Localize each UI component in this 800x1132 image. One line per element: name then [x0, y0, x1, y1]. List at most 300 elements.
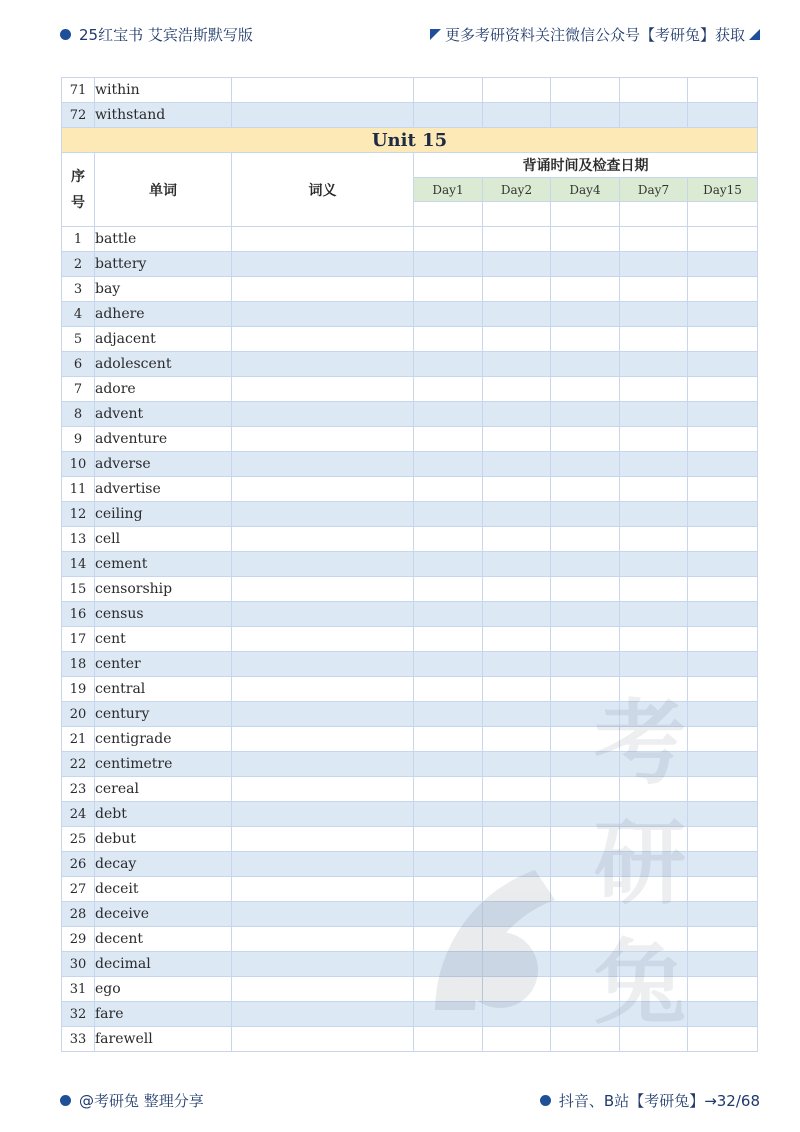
- check-cell[interactable]: [414, 852, 483, 877]
- table-row: [62, 452, 758, 477]
- check-cell[interactable]: [551, 452, 620, 477]
- check-cell[interactable]: [620, 377, 688, 402]
- row-number: 10: [62, 452, 95, 477]
- check-cell[interactable]: [414, 1027, 483, 1052]
- check-cell[interactable]: [620, 78, 688, 103]
- check-cell[interactable]: [483, 302, 551, 327]
- table-row: [62, 377, 758, 402]
- check-cell[interactable]: [688, 677, 758, 702]
- check-cell[interactable]: [620, 877, 688, 902]
- check-cell[interactable]: [414, 527, 483, 552]
- check-cell[interactable]: [483, 352, 551, 377]
- check-cell[interactable]: [551, 277, 620, 302]
- check-cell[interactable]: [551, 977, 620, 1002]
- check-cell[interactable]: [483, 552, 551, 577]
- unit-header: [62, 128, 758, 227]
- word-cell: adhere: [95, 302, 232, 327]
- page-footer: [60, 1088, 760, 1112]
- row-number: 24: [62, 802, 95, 827]
- check-cell[interactable]: [688, 1002, 758, 1027]
- day-header-15: Day15: [688, 178, 758, 202]
- check-cell[interactable]: [551, 602, 620, 627]
- meaning-cell[interactable]: [232, 777, 414, 802]
- check-cell[interactable]: [483, 902, 551, 927]
- vocab-table: [61, 77, 758, 1052]
- check-cell[interactable]: [414, 777, 483, 802]
- check-cell[interactable]: [483, 252, 551, 277]
- row-number: 33: [62, 1027, 95, 1052]
- table-row: [62, 103, 758, 128]
- word-cell: within: [95, 78, 232, 103]
- check-cell[interactable]: [688, 502, 758, 527]
- check-cell[interactable]: [483, 1002, 551, 1027]
- word-cell: decay: [95, 852, 232, 877]
- meaning-cell[interactable]: [232, 477, 414, 502]
- check-cell[interactable]: [620, 927, 688, 952]
- check-cell[interactable]: [414, 502, 483, 527]
- word-cell: cell: [95, 527, 232, 552]
- check-cell[interactable]: [483, 977, 551, 1002]
- row-number: 21: [62, 727, 95, 752]
- check-cell[interactable]: [414, 927, 483, 952]
- footer-credit: @考研兔 整理分享: [79, 1091, 204, 1110]
- check-cell[interactable]: [688, 377, 758, 402]
- check-cell[interactable]: [414, 677, 483, 702]
- check-cell[interactable]: [483, 952, 551, 977]
- check-cell[interactable]: [414, 902, 483, 927]
- check-cell[interactable]: [688, 877, 758, 902]
- check-cell[interactable]: [414, 452, 483, 477]
- check-cell[interactable]: [620, 727, 688, 752]
- check-cell[interactable]: [551, 902, 620, 927]
- date-cell[interactable]: [483, 202, 551, 227]
- check-cell[interactable]: [414, 252, 483, 277]
- check-cell[interactable]: [414, 952, 483, 977]
- check-cell[interactable]: [688, 802, 758, 827]
- table-row: [62, 1027, 758, 1052]
- check-cell[interactable]: [620, 477, 688, 502]
- check-cell[interactable]: [414, 577, 483, 602]
- check-cell[interactable]: [620, 752, 688, 777]
- meaning-header: 词义: [232, 153, 414, 227]
- check-cell[interactable]: [620, 277, 688, 302]
- check-cell[interactable]: [483, 677, 551, 702]
- check-cell[interactable]: [551, 752, 620, 777]
- check-cell[interactable]: [620, 252, 688, 277]
- check-cell[interactable]: [620, 777, 688, 802]
- table-row: [62, 577, 758, 602]
- check-cell[interactable]: [688, 452, 758, 477]
- check-cell[interactable]: [414, 302, 483, 327]
- check-cell[interactable]: [483, 877, 551, 902]
- table-row: [62, 352, 758, 377]
- table-row: [62, 227, 758, 252]
- check-cell[interactable]: [688, 727, 758, 752]
- check-cell[interactable]: [551, 727, 620, 752]
- check-cell[interactable]: [688, 402, 758, 427]
- check-cell[interactable]: [688, 302, 758, 327]
- check-cell[interactable]: [483, 227, 551, 252]
- check-cell[interactable]: [551, 227, 620, 252]
- meaning-cell[interactable]: [232, 902, 414, 927]
- word-cell: deceit: [95, 877, 232, 902]
- check-cell[interactable]: [551, 552, 620, 577]
- check-cell[interactable]: [551, 103, 620, 128]
- check-cell[interactable]: [414, 702, 483, 727]
- seq-header-top: 序: [71, 168, 85, 185]
- word-cell: cent: [95, 627, 232, 652]
- check-cell[interactable]: [551, 477, 620, 502]
- check-cell[interactable]: [620, 977, 688, 1002]
- check-cell[interactable]: [620, 802, 688, 827]
- row-number: 13: [62, 527, 95, 552]
- check-cell[interactable]: [620, 702, 688, 727]
- check-cell[interactable]: [688, 652, 758, 677]
- check-cell[interactable]: [483, 852, 551, 877]
- check-cell[interactable]: [551, 652, 620, 677]
- check-cell[interactable]: [620, 452, 688, 477]
- row-number: 4: [62, 302, 95, 327]
- check-cell[interactable]: [688, 477, 758, 502]
- meaning-cell[interactable]: [232, 627, 414, 652]
- row-number: 8: [62, 402, 95, 427]
- row-number: 18: [62, 652, 95, 677]
- corner-triangle-icon: [749, 29, 760, 40]
- meaning-cell[interactable]: [232, 103, 414, 128]
- word-cell: decimal: [95, 952, 232, 977]
- table-row: [62, 752, 758, 777]
- word-cell: decent: [95, 927, 232, 952]
- check-cell[interactable]: [688, 952, 758, 977]
- check-cell[interactable]: [483, 527, 551, 552]
- check-cell[interactable]: [414, 977, 483, 1002]
- row-number: 22: [62, 752, 95, 777]
- word-cell: ceiling: [95, 502, 232, 527]
- check-cell[interactable]: [688, 927, 758, 952]
- day-header-1: Day1: [414, 178, 483, 202]
- word-cell: center: [95, 652, 232, 677]
- check-cell[interactable]: [551, 702, 620, 727]
- check-cell[interactable]: [414, 477, 483, 502]
- word-cell: ego: [95, 977, 232, 1002]
- watermark-char-3: 兔: [593, 929, 687, 1037]
- row-number: 71: [62, 78, 95, 103]
- meaning-cell[interactable]: [232, 927, 414, 952]
- check-cell[interactable]: [483, 702, 551, 727]
- check-cell[interactable]: [483, 1027, 551, 1052]
- check-cell[interactable]: [688, 902, 758, 927]
- meaning-cell[interactable]: [232, 502, 414, 527]
- meaning-cell[interactable]: [232, 277, 414, 302]
- watermark-char-1: 考: [593, 689, 687, 797]
- meaning-cell[interactable]: [232, 677, 414, 702]
- check-cell[interactable]: [688, 527, 758, 552]
- check-cell[interactable]: [620, 902, 688, 927]
- check-cell[interactable]: [688, 977, 758, 1002]
- meaning-cell[interactable]: [232, 252, 414, 277]
- meaning-cell[interactable]: [232, 552, 414, 577]
- header-left: [60, 24, 253, 45]
- check-cell[interactable]: [483, 802, 551, 827]
- table-row: [62, 827, 758, 852]
- check-cell[interactable]: [551, 78, 620, 103]
- check-cell[interactable]: [688, 577, 758, 602]
- check-cell[interactable]: [688, 777, 758, 802]
- meaning-cell[interactable]: [232, 377, 414, 402]
- check-cell[interactable]: [551, 827, 620, 852]
- check-cell[interactable]: [620, 952, 688, 977]
- header-title: 25红宝书 艾宾浩斯默写版: [79, 25, 253, 44]
- meaning-cell[interactable]: [232, 827, 414, 852]
- check-cell[interactable]: [688, 852, 758, 877]
- meaning-cell[interactable]: [232, 977, 414, 1002]
- check-cell[interactable]: [414, 877, 483, 902]
- meaning-cell[interactable]: [232, 652, 414, 677]
- footer-page-info: 抖音、B站【考研兔】→32/68: [558, 1091, 760, 1110]
- word-cell: fare: [95, 1002, 232, 1027]
- meaning-cell[interactable]: [232, 602, 414, 627]
- bullet-dot-icon: [60, 29, 71, 40]
- table-row: [62, 477, 758, 502]
- check-cell[interactable]: [483, 103, 551, 128]
- check-cell[interactable]: [688, 827, 758, 852]
- check-cell[interactable]: [414, 227, 483, 252]
- check-cell[interactable]: [483, 502, 551, 527]
- column-header-row: [62, 153, 758, 178]
- check-cell[interactable]: [483, 452, 551, 477]
- word-cell: censorship: [95, 577, 232, 602]
- word-cell: cereal: [95, 777, 232, 802]
- check-cell[interactable]: [688, 752, 758, 777]
- check-cell[interactable]: [483, 752, 551, 777]
- check-cell[interactable]: [688, 1027, 758, 1052]
- check-cell[interactable]: [688, 552, 758, 577]
- meaning-cell[interactable]: [232, 727, 414, 752]
- word-cell: centigrade: [95, 727, 232, 752]
- table-row: [62, 952, 758, 977]
- check-cell[interactable]: [688, 427, 758, 452]
- meaning-cell[interactable]: [232, 227, 414, 252]
- check-cell[interactable]: [551, 502, 620, 527]
- meaning-cell[interactable]: [232, 752, 414, 777]
- check-cell[interactable]: [551, 1027, 620, 1052]
- previous-unit-rows: [62, 78, 758, 128]
- check-cell[interactable]: [551, 527, 620, 552]
- meaning-cell[interactable]: [232, 402, 414, 427]
- check-cell[interactable]: [483, 377, 551, 402]
- check-cell[interactable]: [688, 327, 758, 352]
- check-cell[interactable]: [483, 602, 551, 627]
- check-cell[interactable]: [688, 602, 758, 627]
- check-cell[interactable]: [620, 427, 688, 452]
- table-row: [62, 552, 758, 577]
- meaning-cell[interactable]: [232, 1002, 414, 1027]
- table-row: [62, 602, 758, 627]
- meaning-cell[interactable]: [232, 1027, 414, 1052]
- check-cell[interactable]: [620, 402, 688, 427]
- check-cell[interactable]: [551, 927, 620, 952]
- check-cell[interactable]: [414, 78, 483, 103]
- check-cell[interactable]: [414, 427, 483, 452]
- check-cell[interactable]: [414, 802, 483, 827]
- header-right: [430, 24, 760, 45]
- check-cell[interactable]: [620, 577, 688, 602]
- table-row: [62, 402, 758, 427]
- check-cell[interactable]: [551, 252, 620, 277]
- check-cell[interactable]: [620, 302, 688, 327]
- check-cell[interactable]: [551, 877, 620, 902]
- check-cell[interactable]: [414, 827, 483, 852]
- table-row: [62, 78, 758, 103]
- check-cell[interactable]: [620, 502, 688, 527]
- check-cell[interactable]: [483, 277, 551, 302]
- check-cell[interactable]: [620, 602, 688, 627]
- check-cell[interactable]: [551, 577, 620, 602]
- date-cell[interactable]: [688, 202, 758, 227]
- page-header: [60, 22, 760, 46]
- meaning-cell[interactable]: [232, 78, 414, 103]
- meaning-cell[interactable]: [232, 452, 414, 477]
- check-cell[interactable]: [620, 827, 688, 852]
- row-number: 1: [62, 227, 95, 252]
- check-cell[interactable]: [688, 277, 758, 302]
- meaning-cell[interactable]: [232, 302, 414, 327]
- check-cell[interactable]: [688, 252, 758, 277]
- check-cell[interactable]: [620, 1027, 688, 1052]
- row-number: 2: [62, 252, 95, 277]
- table-row: [62, 902, 758, 927]
- check-cell[interactable]: [551, 802, 620, 827]
- table-row: [62, 427, 758, 452]
- check-cell[interactable]: [688, 352, 758, 377]
- check-cell[interactable]: [620, 352, 688, 377]
- check-cell[interactable]: [688, 702, 758, 727]
- check-cell[interactable]: [414, 377, 483, 402]
- row-number: 72: [62, 103, 95, 128]
- check-cell[interactable]: [551, 777, 620, 802]
- check-cell[interactable]: [483, 927, 551, 952]
- row-number: 9: [62, 427, 95, 452]
- row-number: 30: [62, 952, 95, 977]
- check-cell[interactable]: [620, 103, 688, 128]
- check-cell[interactable]: [620, 327, 688, 352]
- check-cell[interactable]: [414, 402, 483, 427]
- check-cell[interactable]: [620, 527, 688, 552]
- check-cell[interactable]: [551, 852, 620, 877]
- check-cell[interactable]: [414, 103, 483, 128]
- check-cell[interactable]: [483, 78, 551, 103]
- check-cell[interactable]: [620, 1002, 688, 1027]
- check-cell[interactable]: [414, 627, 483, 652]
- check-cell[interactable]: [483, 477, 551, 502]
- check-cell[interactable]: [414, 727, 483, 752]
- meaning-cell[interactable]: [232, 802, 414, 827]
- check-cell[interactable]: [551, 377, 620, 402]
- check-cell[interactable]: [551, 402, 620, 427]
- check-cell[interactable]: [483, 777, 551, 802]
- check-cell[interactable]: [551, 627, 620, 652]
- header-promo: 更多考研资料关注微信公众号【考研兔】获取: [444, 25, 745, 44]
- check-cell[interactable]: [688, 103, 758, 128]
- check-cell[interactable]: [483, 327, 551, 352]
- check-cell[interactable]: [483, 427, 551, 452]
- table-row: [62, 627, 758, 652]
- day-header-2: Day2: [483, 178, 551, 202]
- check-cell[interactable]: [551, 1002, 620, 1027]
- row-number: 14: [62, 552, 95, 577]
- check-cell[interactable]: [483, 727, 551, 752]
- table-row: [62, 677, 758, 702]
- word-cell: withstand: [95, 103, 232, 128]
- meaning-cell[interactable]: [232, 852, 414, 877]
- word-header: 单词: [95, 153, 232, 227]
- check-cell[interactable]: [414, 752, 483, 777]
- table-row: [62, 1002, 758, 1027]
- check-cell[interactable]: [551, 327, 620, 352]
- date-cell[interactable]: [414, 202, 483, 227]
- row-number: 15: [62, 577, 95, 602]
- row-number: 7: [62, 377, 95, 402]
- check-cell[interactable]: [620, 677, 688, 702]
- meaning-cell[interactable]: [232, 352, 414, 377]
- check-cell[interactable]: [551, 427, 620, 452]
- check-cell[interactable]: [688, 227, 758, 252]
- word-cell: battle: [95, 227, 232, 252]
- meaning-cell[interactable]: [232, 577, 414, 602]
- check-cell[interactable]: [483, 627, 551, 652]
- check-cell[interactable]: [414, 327, 483, 352]
- check-cell[interactable]: [483, 827, 551, 852]
- check-cell[interactable]: [620, 652, 688, 677]
- date-cell[interactable]: [620, 202, 688, 227]
- meaning-cell[interactable]: [232, 327, 414, 352]
- check-cell[interactable]: [483, 402, 551, 427]
- check-cell[interactable]: [551, 952, 620, 977]
- check-cell[interactable]: [551, 302, 620, 327]
- meaning-cell[interactable]: [232, 427, 414, 452]
- row-number: 5: [62, 327, 95, 352]
- check-cell[interactable]: [620, 852, 688, 877]
- meaning-cell[interactable]: [232, 702, 414, 727]
- check-cell[interactable]: [414, 277, 483, 302]
- check-cell[interactable]: [414, 552, 483, 577]
- table-row: [62, 277, 758, 302]
- date-cell[interactable]: [551, 202, 620, 227]
- check-cell[interactable]: [483, 652, 551, 677]
- check-cell[interactable]: [414, 352, 483, 377]
- word-cell: debt: [95, 802, 232, 827]
- table-row: [62, 252, 758, 277]
- check-cell[interactable]: [620, 552, 688, 577]
- check-cell[interactable]: [551, 677, 620, 702]
- meaning-cell[interactable]: [232, 527, 414, 552]
- check-cell[interactable]: [551, 352, 620, 377]
- meaning-cell[interactable]: [232, 952, 414, 977]
- meaning-cell[interactable]: [232, 877, 414, 902]
- check-cell[interactable]: [688, 78, 758, 103]
- check-cell[interactable]: [414, 1002, 483, 1027]
- check-cell[interactable]: [620, 227, 688, 252]
- day-header-4: Day4: [551, 178, 620, 202]
- row-number: 28: [62, 902, 95, 927]
- check-cell[interactable]: [414, 652, 483, 677]
- check-cell[interactable]: [620, 627, 688, 652]
- check-cell[interactable]: [688, 627, 758, 652]
- table-row: [62, 327, 758, 352]
- check-cell[interactable]: [414, 602, 483, 627]
- unit-title-row: [62, 128, 758, 153]
- check-cell[interactable]: [483, 577, 551, 602]
